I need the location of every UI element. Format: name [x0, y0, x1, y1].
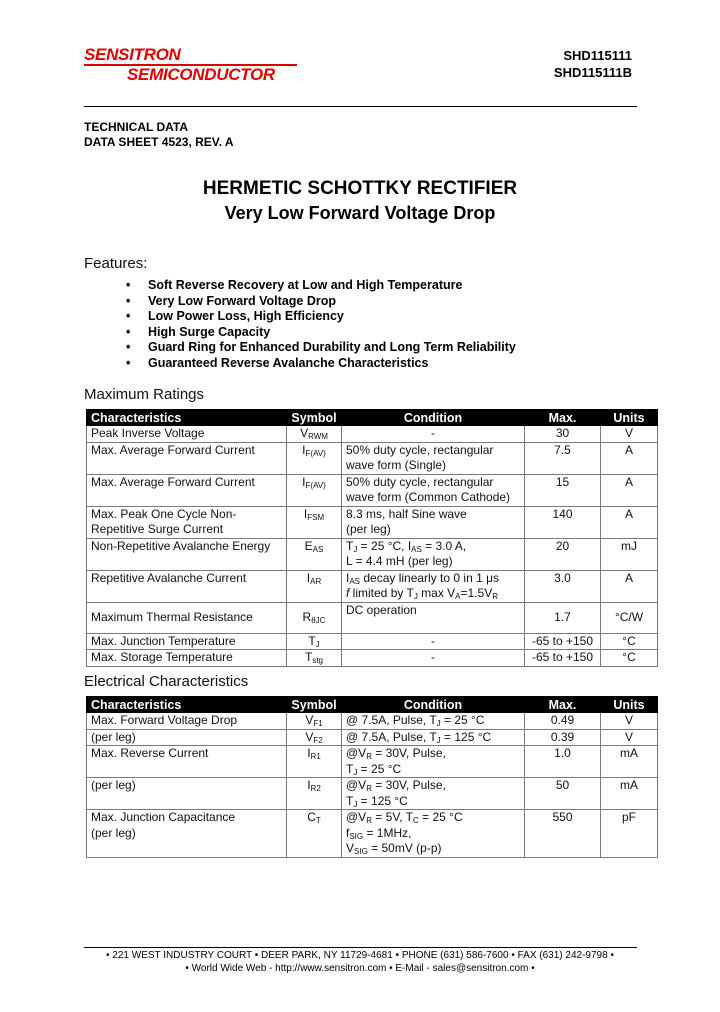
max-cell: 140: [525, 506, 601, 538]
condition-cell: 8.3 ms, half Sine wave (per leg): [342, 506, 525, 538]
table-row: [87, 426, 658, 443]
header-max: Max.: [525, 410, 601, 426]
condition-cell: $I_{AS}$ decay linearly to 0 in 1 μs f limited by $T_J$ $\max V_A=1.5V_R$: [342, 570, 525, 602]
symbol-cell: $C_T$: [287, 810, 342, 858]
datasheet-revision: DATA SHEET 4523, REV. A: [84, 135, 234, 149]
unit-cell: mA: [601, 746, 658, 778]
condition-cell: $@V_R = 5V$, $T_C = 25$ °C $f_{SIG} = 1MHz$, $V_{SIG} = 50mV$ (p-p): [342, 810, 525, 858]
page-title: HERMETIC SCHOTTKY RECTIFIER: [202, 178, 518, 199]
condition-cell: -: [342, 650, 525, 667]
max-cell: -65 to +150: [525, 650, 601, 667]
unit-cell: pF: [601, 810, 658, 858]
list-item: • Low Power Loss, High Efficiency: [126, 309, 344, 324]
condition-cell: @ 7.5A, Pulse, $T_J = 25$ °C: [342, 713, 525, 730]
list-item: • Very Low Forward Voltage Drop: [126, 293, 336, 308]
symbol-cell: $V_{RWM}$: [287, 426, 342, 443]
symbol-cell: $R_{\theta JC}$: [287, 602, 342, 633]
condition-cell: @ 7.5A, Pulse, $T_J = 125$ °C: [342, 729, 525, 746]
max-cell: -65 to +150: [525, 633, 601, 650]
unit-cell: mA: [601, 778, 658, 810]
header-symbol: Symbol: [287, 410, 342, 426]
table-row: [87, 810, 658, 858]
symbol-cell: $T_{stg}$: [287, 650, 342, 667]
part-number-1: SHD115111: [563, 48, 632, 63]
list-item: • High Surge Capacity: [126, 324, 271, 339]
table-header-row: [87, 410, 658, 426]
footer-web-email: • World Wide Web - http://www.sensitron.com • E-Mail - sales@sensitron.com •: [185, 963, 535, 974]
header-units: Units: [601, 697, 658, 713]
unit-cell: V: [601, 713, 658, 730]
bullet-icon: •: [126, 278, 131, 292]
table-row: [87, 729, 658, 746]
characteristic-cell: Maximum Thermal Resistance: [87, 602, 287, 633]
symbol-cell: $I_{AR}$: [287, 570, 342, 602]
characteristic-cell: Peak Inverse Voltage: [87, 426, 287, 443]
max-ratings-heading: Maximum Ratings: [84, 386, 205, 403]
unit-cell: A: [601, 506, 658, 538]
symbol-cell: $I_{F(AV)}$: [287, 474, 342, 506]
table-row: [87, 474, 658, 506]
max-cell: 30: [525, 426, 601, 443]
unit-cell: V: [601, 426, 658, 443]
technical-data-label: TECHNICAL DATA: [84, 120, 188, 134]
electrical-table: [86, 696, 658, 858]
condition-cell: $@V_R = 30V$, Pulse, $T_J = 25$ °C: [342, 746, 525, 778]
max-cell: 0.39: [525, 729, 601, 746]
characteristic-cell: (per leg): [87, 778, 287, 810]
unit-cell: A: [601, 570, 658, 602]
max-ratings-table: [86, 409, 658, 667]
symbol-cell: $I_{FSM}$: [287, 506, 342, 538]
header-rule: [84, 106, 637, 107]
unit-cell: A: [601, 474, 658, 506]
unit-cell: V: [601, 729, 658, 746]
table-row: [87, 538, 658, 570]
characteristic-cell: Max. Reverse Current: [87, 746, 287, 778]
characteristic-cell: Max. Junction Capacitance (per leg): [87, 810, 287, 858]
max-cell: 0.49: [525, 713, 601, 730]
symbol-cell: $V_{F2}$: [287, 729, 342, 746]
characteristic-cell: Max. Junction Temperature: [87, 633, 287, 650]
condition-cell: $T_J = 25$ °C, $I_{AS} = 3.0$ A, L = 4.4 mH (per leg): [342, 538, 525, 570]
max-cell: 50: [525, 778, 601, 810]
condition-cell: $@V_R = 30V$, Pulse, $T_J = 125$ °C: [342, 778, 525, 810]
characteristic-cell: Non-Repetitive Avalanche Energy: [87, 538, 287, 570]
symbol-cell: $I_{F(AV)}$: [287, 442, 342, 474]
list-item: • Guard Ring for Enhanced Durability and Long Term Reliability: [126, 340, 516, 355]
bullet-icon: •: [126, 355, 131, 370]
characteristic-cell: Repetitive Avalanche Current: [87, 570, 287, 602]
header-max: Max.: [525, 697, 601, 713]
characteristic-cell: Max. Average Forward Current: [87, 442, 287, 474]
page-subtitle: Very Low Forward Voltage Drop: [224, 203, 496, 223]
bullet-icon: •: [126, 309, 131, 324]
symbol-cell: $I_{R2}$: [287, 778, 342, 810]
max-cell: 15: [525, 474, 601, 506]
characteristic-cell: Max. Average Forward Current: [87, 474, 287, 506]
table-row: [87, 602, 658, 633]
max-cell: 3.0: [525, 570, 601, 602]
condition-cell: DC operation: [342, 602, 525, 633]
symbol-cell: $V_{F1}$: [287, 713, 342, 730]
unit-cell: °C/W: [601, 602, 658, 633]
features-heading: Features:: [84, 255, 148, 272]
bullet-icon: •: [126, 324, 131, 339]
condition-cell: 50% duty cycle, rectangular wave form (Single): [342, 442, 525, 474]
header-units: Units: [601, 410, 658, 426]
footer-rule: [84, 947, 637, 948]
max-cell: 1.0: [525, 746, 601, 778]
header-symbol: Symbol: [287, 697, 342, 713]
condition-cell: -: [342, 633, 525, 650]
table-row: [87, 746, 658, 778]
header-condition: Condition: [342, 410, 525, 426]
characteristic-cell: Max. Forward Voltage Drop: [87, 713, 287, 730]
symbol-cell: $I_{R1}$: [287, 746, 342, 778]
bullet-icon: •: [126, 293, 131, 308]
electrical-heading: Electrical Characteristics: [84, 673, 249, 690]
max-cell: 20: [525, 538, 601, 570]
symbol-cell: $E_{AS}$: [287, 538, 342, 570]
unit-cell: °C: [601, 633, 658, 650]
table-row: [87, 570, 658, 602]
list-item: • Soft Reverse Recovery at Low and High Temperature: [126, 278, 463, 292]
footer-address: • 221 WEST INDUSTRY COURT • DEER PARK, NY 11729-4681 • PHONE (631) 586-7600 • FAX (631) 242-9798 •: [106, 950, 614, 961]
table-row: [87, 442, 658, 474]
table-row: [87, 778, 658, 810]
list-item: • Guaranteed Reverse Avalanche Characteristics: [126, 355, 429, 370]
company-logo-line1: SENSITRON: [84, 45, 181, 64]
symbol-cell: $T_J$: [287, 633, 342, 650]
header-condition: Condition: [342, 697, 525, 713]
unit-cell: A: [601, 442, 658, 474]
bullet-icon: •: [126, 340, 131, 355]
part-number-2: SHD115111B: [553, 65, 632, 80]
header-characteristics: Characteristics: [87, 697, 287, 713]
characteristic-cell: Max. Peak One Cycle Non- Repetitive Surge Current: [87, 506, 287, 538]
table-row: [87, 713, 658, 730]
characteristic-cell: (per leg): [87, 729, 287, 746]
features-list: [120, 278, 516, 372]
table-header-row: [87, 697, 658, 713]
unit-cell: °C: [601, 650, 658, 667]
table-row: [87, 506, 658, 538]
unit-cell: mJ: [601, 538, 658, 570]
max-cell: 1.7: [525, 602, 601, 633]
condition-cell: -: [342, 426, 525, 443]
table-row: [87, 633, 658, 650]
max-cell: 7.5: [525, 442, 601, 474]
condition-cell: 50% duty cycle, rectangular wave form (Common Cathode): [342, 474, 525, 506]
table-row: [87, 650, 658, 667]
header-characteristics: Characteristics: [87, 410, 287, 426]
characteristic-cell: Max. Storage Temperature: [87, 650, 287, 667]
max-cell: 550: [525, 810, 601, 858]
company-logo-line2: SEMICONDUCTOR: [127, 65, 275, 84]
